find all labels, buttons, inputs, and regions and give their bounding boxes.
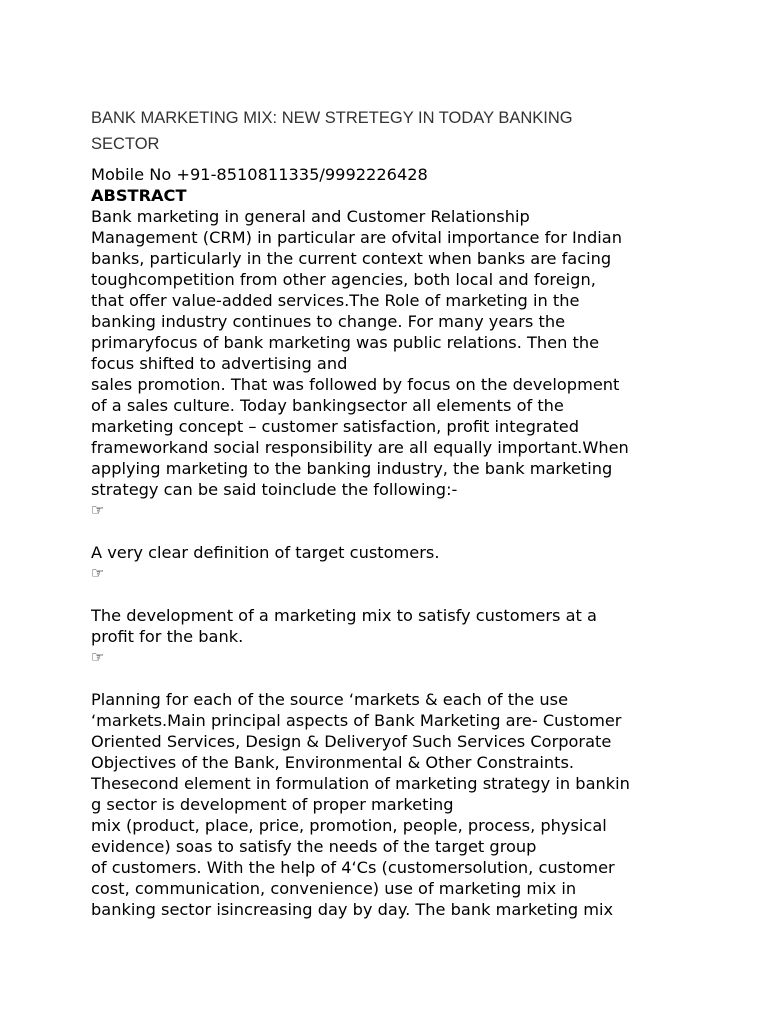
list-item-line: Oriented Services, Design & Deliveryof Such Services Corporate xyxy=(91,732,612,751)
list-item-line: ‘markets.Main principal aspects of Bank Marketing are- Customer xyxy=(91,711,622,730)
paragraph-line: Bank marketing in general and Customer Relationship xyxy=(91,207,530,226)
document-title-line: BANK MARKETING MIX: NEW STRETEGY IN TODAY BANKING xyxy=(91,109,573,127)
list-item-line: evidence) soas to satisfy the needs of the target group xyxy=(91,837,537,856)
list-item-line: mix (product, place, price, promotion, people, process, physical xyxy=(91,816,607,835)
list-item-line: cost, communication, convenience) use of marketing mix in xyxy=(91,879,577,898)
list-item-line: profit for the bank. xyxy=(91,627,244,646)
list-item-line: The development of a marketing mix to satisfy customers at a xyxy=(91,606,597,625)
paragraph-line: toughcompetition from other agencies, both local and foreign, xyxy=(91,270,596,289)
list-item-line: A very clear definition of target customers. xyxy=(91,543,440,562)
paragraph-line: focus shifted to advertising and xyxy=(91,354,348,373)
pointing-hand-icon: ☞ xyxy=(91,648,105,666)
paragraph-line: Management (CRM) in particular are ofvital importance for Indian xyxy=(91,228,622,247)
list-item-line: Planning for each of the source ‘markets & each of the use xyxy=(91,690,569,709)
paragraph-line: applying marketing to the banking industry, the bank marketing xyxy=(91,459,613,478)
blank-line xyxy=(91,584,691,605)
pointing-hand-icon: ☞ xyxy=(91,564,105,582)
paragraph-line: frameworkand social responsibility are all equally important.When xyxy=(91,438,629,457)
paragraph-line: that offer value-added services.The Role of marketing in the xyxy=(91,291,580,310)
paragraph-line: strategy can be said toinclude the following:- xyxy=(91,480,458,499)
paragraph-line: banking industry continues to change. For many years the xyxy=(91,312,566,331)
document-title-line: SECTOR xyxy=(91,135,160,153)
list-item-line: Thesecond element in formulation of marketing strategy in bankin xyxy=(91,774,630,793)
list-item-line: of customers. With the help of 4‘Cs (customersolution, customer xyxy=(91,858,615,877)
paragraph-line: primaryfocus of bank marketing was public relations. Then the xyxy=(91,333,600,352)
paragraph-line: sales promotion. That was followed by focus on the development xyxy=(91,375,620,394)
abstract-heading: ABSTRACT xyxy=(91,186,187,205)
paragraph-line: marketing concept – customer satisfaction, profit integrated xyxy=(91,417,580,436)
list-item-line: Objectives of the Bank, Environmental & Other Constraints. xyxy=(91,753,575,772)
document-title xyxy=(91,105,691,157)
document-body xyxy=(91,164,691,920)
paragraph-line: of a sales culture. Today bankingsector all elements of the xyxy=(91,396,564,415)
list-item-line: g sector is development of proper marketing xyxy=(91,795,454,814)
blank-line xyxy=(91,521,691,542)
paragraph-line: banks, particularly in the current context when banks are facing xyxy=(91,249,612,268)
list-item-line: banking sector isincreasing day by day. The bank marketing mix xyxy=(91,900,614,919)
mobile-number: Mobile No +91-8510811335/9992226428 xyxy=(91,165,428,184)
blank-line xyxy=(91,668,691,689)
pointing-hand-icon: ☞ xyxy=(91,501,105,519)
